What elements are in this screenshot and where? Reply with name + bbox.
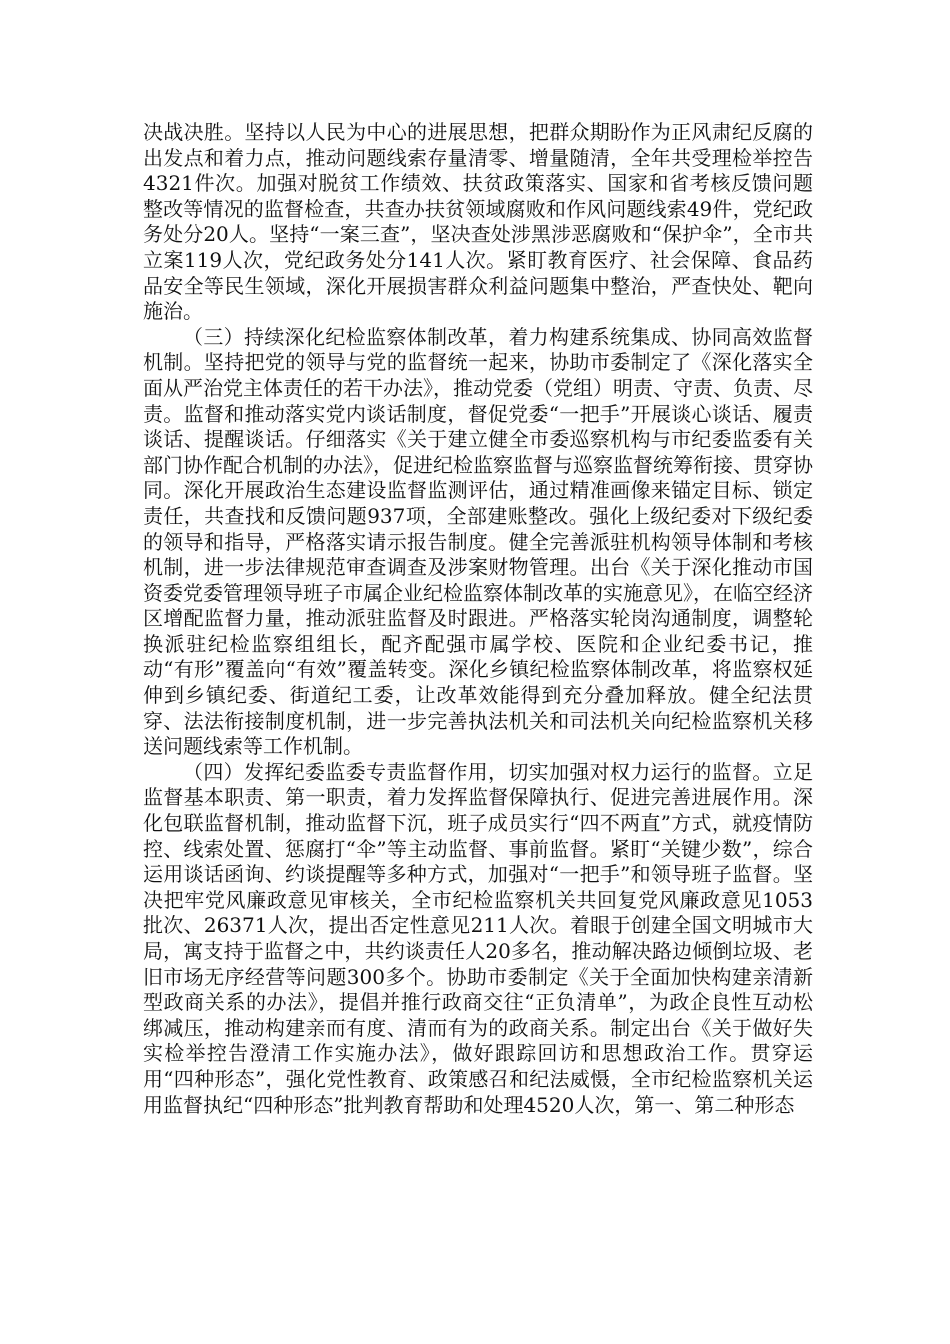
paragraph-section-three: （三）持续深化纪检监察体制改革，着力构建系统集成、协同高效监督机制。坚持把党的领导与党的监督统一起来，协助市委制定了《深化落实全面从严治党主体责任的若干办法》，推动党委（党组）明责、守责、负责、尽责。监督和推动落实党内谈话制度，督促党委“一把手”开展谈心谈话、履责谈话、提醒谈话。仔细落实《关于建立健全市委巡察机构与市纪委监委有关部门协作配合机制的办法》，促进纪检监察监督与巡察监督统筹衔接、贯穿协同。深化开展政治生态建设监督监测评估，通过精准画像来锚定目标、锁定责任，共查找和反馈问题937项，全部建账整改。强化上级纪委对下级纪委的领导和指导，严格落实请示报告制度。健全完善派驻机构领导体制和考核机制，进一步法律规范审查调查及涉案财物管理。出台《关于深化推动市国资委党委管理领导班子市属企业纪检监察体制改革的实施意见》，在临空经济区增配监督力量，推动派驻监督及时跟进。严格落实轮岗沟通制度，调整轮换派驻纪检监察组组长，配齐配强市属学校、医院和企业纪委书记，推动“有形”覆盖向“有效”覆盖转变。深化乡镇纪检监察体制改革，将监察权延伸到乡镇纪委、街道纪工委，让改革效能得到充分叠加释放。健全纪法贯穿、法法衔接制度机制，进一步完善执法机关和司法机关向纪检监察机关移送问题线索等工作机制。 — [143, 324, 813, 759]
paragraph-continuation: 决战决胜。坚持以人民为中心的进展思想，把群众期盼作为正风肃纪反腐的出发点和着力点，推动问题线索存量清零、增量随清，全年共受理检举控告4321件次。加强对脱贫工作绩效、扶贫政策落实、国家和省考核反馈问题整改等情况的监督检查，共查办扶贫领域腐败和作风问题线索49件，党纪政务处分20人。坚持“一案三查”，坚决查处涉黑涉恶腐败和“保护伞”，全市共立案119人次，党纪政务处分141人次。紧盯教育医疗、社会保障、食品药品安全等民生领域，深化开展损害群众利益问题集中整治，严查快处、靶向施治。 — [143, 120, 813, 324]
body-text — [143, 120, 813, 1118]
paragraph-section-four: （四）发挥纪委监委专责监督作用，切实加强对权力运行的监督。立足监督基本职责、第一职责，着力发挥监督保障执行、促进完善进展作用。深化包联监督机制，推动监督下沉，班子成员实行“四不两直”方式，就疫情防控、线索处置、惩腐打“伞”等主动监督、事前监督。紧盯“关键少数”，综合运用谈话函询、约谈提醒等多种方式，加强对“一把手”和领导班子监督。坚决把牢党风廉政意见审核关，全市纪检监察机关共回复党风廉政意见1053批次、26371人次，提出否定性意见211人次。着眼于创建全国文明城市大局，寓支持于监督之中，共约谈责任人20多名，推动解决路边倾倒垃圾、老旧市场无序经营等问题300多个。协助市委制定《关于全面加快构建亲清新型政商关系的办法》，提倡并推行政商交往“正负清单”，为政企良性互动松绑减压，推动构建亲而有度、清而有为的政商关系。制定出台《关于做好失实检举控告澄清工作实施办法》，做好跟踪回访和思想政治工作。贯穿运用“四种形态”，强化党性教育、政策感召和纪法威慑，全市纪检监察机关运用监督执纪“四种形态”批判教育帮助和处理4520人次，第一、第二种形态 — [143, 759, 813, 1117]
